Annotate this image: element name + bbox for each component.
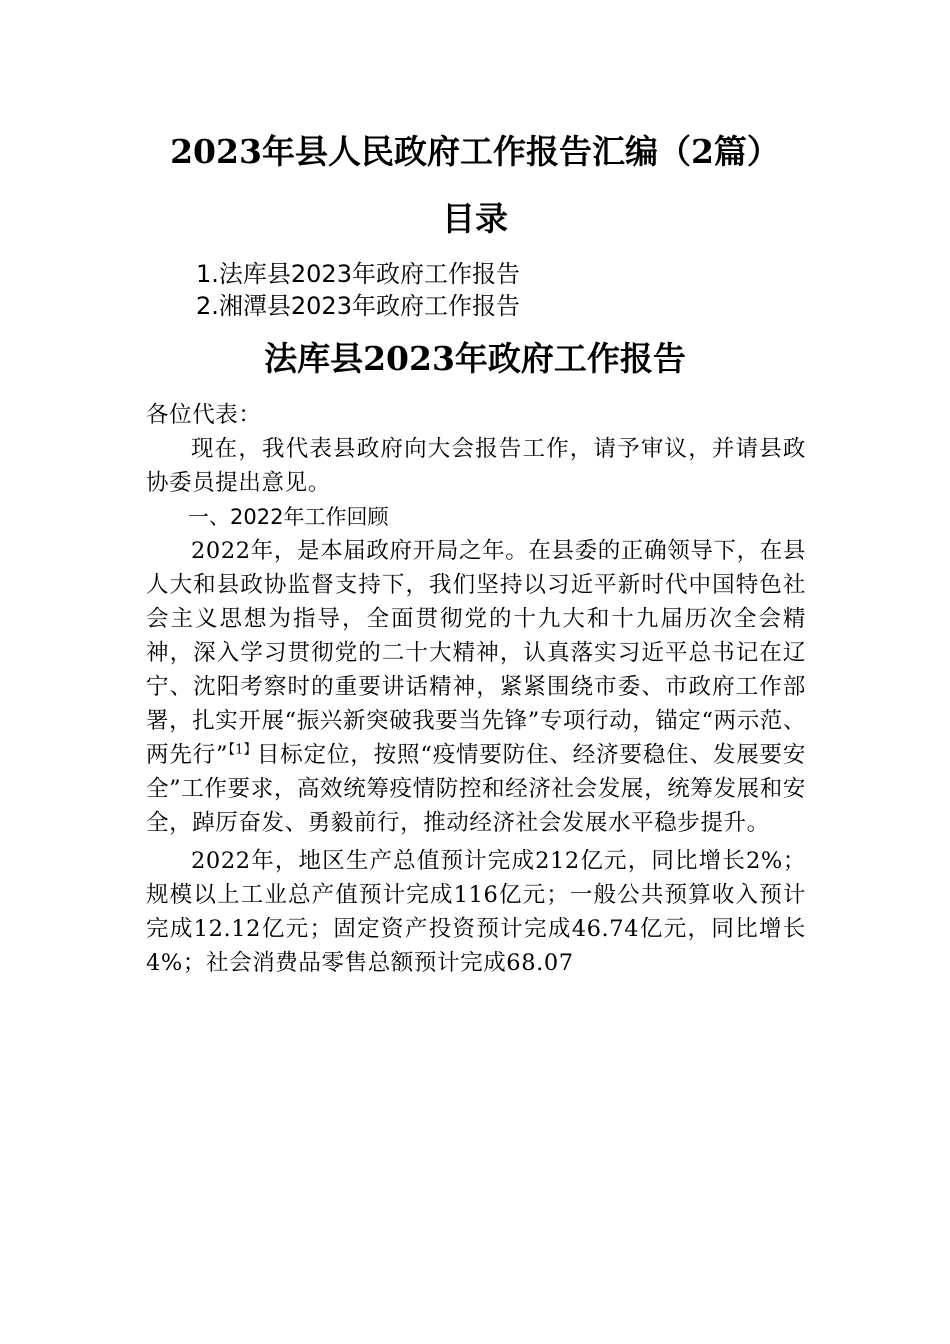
review-paragraph xyxy=(146,534,806,840)
table-of-contents xyxy=(196,258,520,322)
intro-paragraph: 现在，我代表县政府向大会报告工作，请予审议，并请县政协委员提出意见。 xyxy=(146,436,806,496)
section-subheading: 一、2022年工作回顾 xyxy=(188,505,389,529)
section-title: 法库县2023年政府工作报告 xyxy=(264,339,686,378)
toc-item[interactable]: 2.湘潭县2023年政府工作报告 xyxy=(196,292,520,320)
footnote-marker[interactable]: 【1】 xyxy=(228,742,257,758)
salutation: 各位代表： xyxy=(146,402,262,428)
toc-heading: 目录 xyxy=(442,199,508,238)
statistics-paragraph: 2022年，地区生产总值预计完成212亿元，同比增长2%；规模以上工业总产值预计完成116亿元；一般公共预算收入预计完成12.12亿元；固定资产投资预计完成46.74亿元，同比增长4%；社会消费品零售总额预计完成68.07 xyxy=(146,848,806,976)
toc-item[interactable]: 1.法库县2023年政府工作报告 xyxy=(196,260,520,288)
review-text-part2: 目标定位，按照“疫情要防住、经济要稳住、发展要安全”工作要求，高效统筹疫情防控和经济社会发展，统筹发展和安全，踔厉奋发、勇毅前行，推动经济社会发展水平稳步提升。 xyxy=(146,742,807,836)
report-body xyxy=(146,398,806,980)
document-title: 2023年县人民政府工作报告汇编（2篇） xyxy=(170,132,780,171)
review-text-part1: 2022年，是本届政府开局之年。在县委的正确领导下，在县人大和县政协监督支持下，我们坚持以习近平新时代中国特色社会主义思想为指导，全面贯彻党的十九大和十九届历次全会精神，深入学习贯彻党的二十大精神，认真落实习近平总书记在辽宁、沈阳考察时的重要讲话精神，紧紧围绕市委、市政府工作部署，扎实开展“振兴新突破我要当先锋”专项行动，锚定“两示范、两先行” xyxy=(146,538,807,768)
